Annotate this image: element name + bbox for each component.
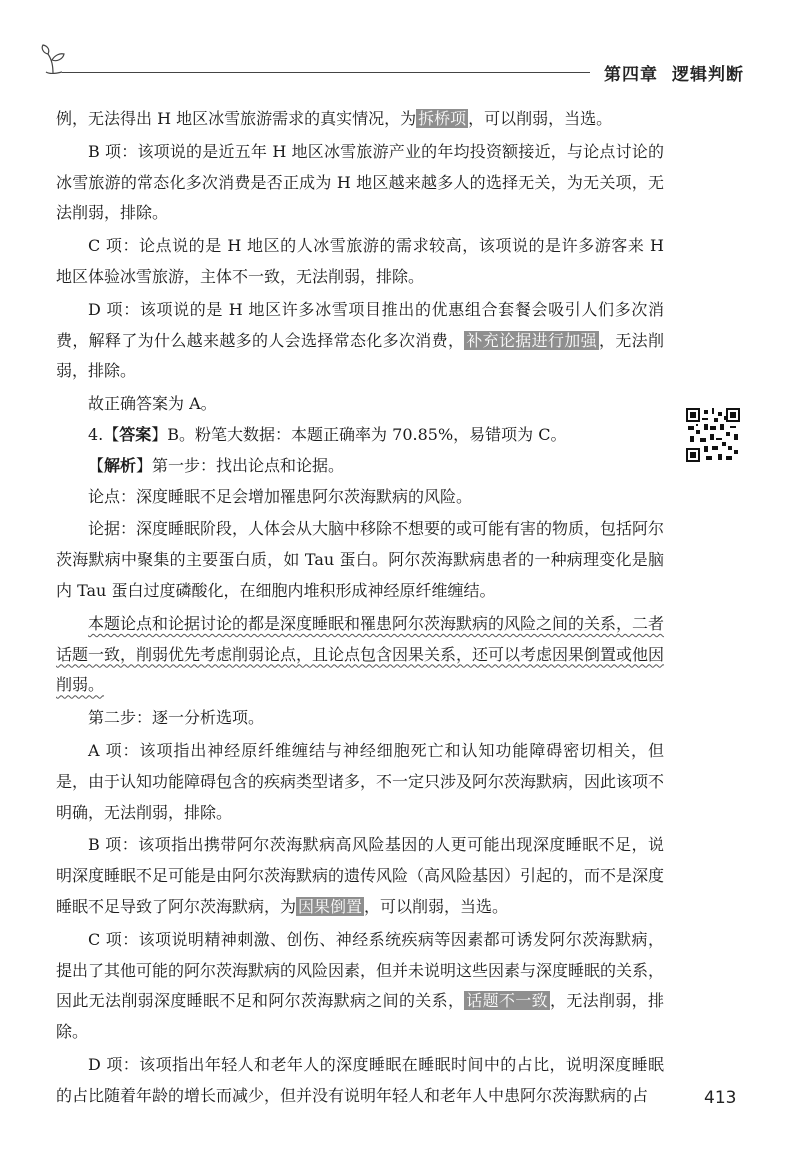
paragraph-analysis-step-1: 【解析】第一步：找出论点和论据。 xyxy=(88,455,345,475)
page-number: 413 xyxy=(704,1088,737,1108)
header-rule xyxy=(62,72,590,73)
page-header xyxy=(0,0,800,90)
paragraph-q4-option-c: C 项：该项说明精神刺激、创伤、神经系统疾病等因素都可诱发阿尔茨海默病，提出了其他可能的阿尔茨海默病的风险因素，但并未说明这些因素与深度睡眠的关系，因此无法削弱深度睡眠不足和阿尔茨海默病之间的关系， 话题不一致 ，无法削弱，排除。 xyxy=(56,929,665,1042)
paragraph-evidence: 论据：深度睡眠阶段，人体会从大脑中移除不想要的或可能有害的物质，包括阿尔茨海默病中聚集的主要蛋白质，如 Tau 蛋白。阿尔茨海默病患者的一种病理变化是脑内 Tau 蛋白过度磷酸化，在细胞内堆积形成神经原纤维缠结。 xyxy=(56,519,665,600)
paragraph-topic-analysis xyxy=(56,609,664,701)
wavy-underlined-text: 本题论点和论据讨论的都是深度睡眠和罹患阿尔茨海默病的风险之间的关系，二者话题一致，削弱优先考虑削弱论点，且论点包含因果关系，还可以考虑因果倒置或他因削弱。 xyxy=(56,613,665,695)
paragraph-q4-option-d: D 项：该项指出年轻人和老年人的深度睡眠在睡眠时间中的占比，说明深度睡眠的占比随着年龄的增长而减少，但并没有说明年轻人和老年人中患阿尔茨海默病的占 xyxy=(56,1054,664,1105)
paragraph-analysis-step-2: 第二步：逐一分析选项。 xyxy=(88,708,265,728)
qr-code-icon xyxy=(686,408,740,462)
paragraph-thesis: 论点：深度睡眠不足会增加罹患阿尔茨海默病的风险。 xyxy=(88,486,473,506)
chapter-title: 逻辑判断 xyxy=(672,65,744,85)
highlight-supplement-argument: 补充论据进行加强 xyxy=(466,330,597,350)
chapter-number: 第四章 xyxy=(604,65,658,85)
paragraph-option-d: D 项：该项说的是 H 地区许多冰雪项目推出的优惠组合套餐会吸引人们多次消费，解释了为什么越来越多的人会选择常态化多次消费， 补充论据进行加强 ，无法削弱，排除。 xyxy=(56,299,664,381)
paragraph-q4-option-b: B 项：该项指出携带阿尔茨海默病高风险基因的人更可能出现深度睡眠不足，说明深度睡眠不足可能是由阿尔茨海默病的遗传风险（高风险基因）引起的，而不是深度睡眠不足导致了阿尔茨海默病，为 因果倒置 ，可以削弱，当选。 xyxy=(56,835,665,916)
chapter-heading xyxy=(604,60,744,85)
paragraph-option-b: B 项：该项说的是近五年 H 地区冰雪旅游产业的年均投资额接近，与论点讨论的冰雪旅游的常态化多次消费是否正成为 H 地区越来越多人的选择无关，为无关项，无法削弱，排除。 xyxy=(56,141,664,223)
highlight-reverse-causation: 因果倒置 xyxy=(298,896,363,916)
paragraph-answer-conclusion: 故正确答案为 A。 xyxy=(88,394,217,414)
page-body xyxy=(56,104,664,1112)
paragraph-option-c: C 项：论点说的是 H 地区的人冰雪旅游的需求较高，该项说的是许多游客来 H 地区体验冰雪旅游，主体不一致，无法削弱，排除。 xyxy=(56,236,664,286)
paragraph-a-option-end: 例，无法得出 H 地区冰雪旅游需求的真实情况，为 拆桥项 ，可以削弱，当选。 xyxy=(56,109,613,128)
analysis-label: 解析 xyxy=(104,455,137,475)
answer-label: 答案 xyxy=(119,424,152,444)
highlight-bridge-removal: 拆桥项 xyxy=(418,109,467,128)
highlight-topic-mismatch: 话题不一致 xyxy=(466,991,548,1011)
paragraph-question-4-answer: 4.【答案】B。粉笔大数据：本题正确率为 70.85%，易错项为 C。 xyxy=(88,424,567,444)
paragraph-q4-option-a: A 项：该项指出神经原纤维缠结与神经细胞死亡和认知功能障碍密切相关，但是，由于认知功能障碍包含的疾病类型诸多，不一定只涉及阿尔茨海默病，因此该项不明确，无法削弱，排除。 xyxy=(56,740,665,822)
